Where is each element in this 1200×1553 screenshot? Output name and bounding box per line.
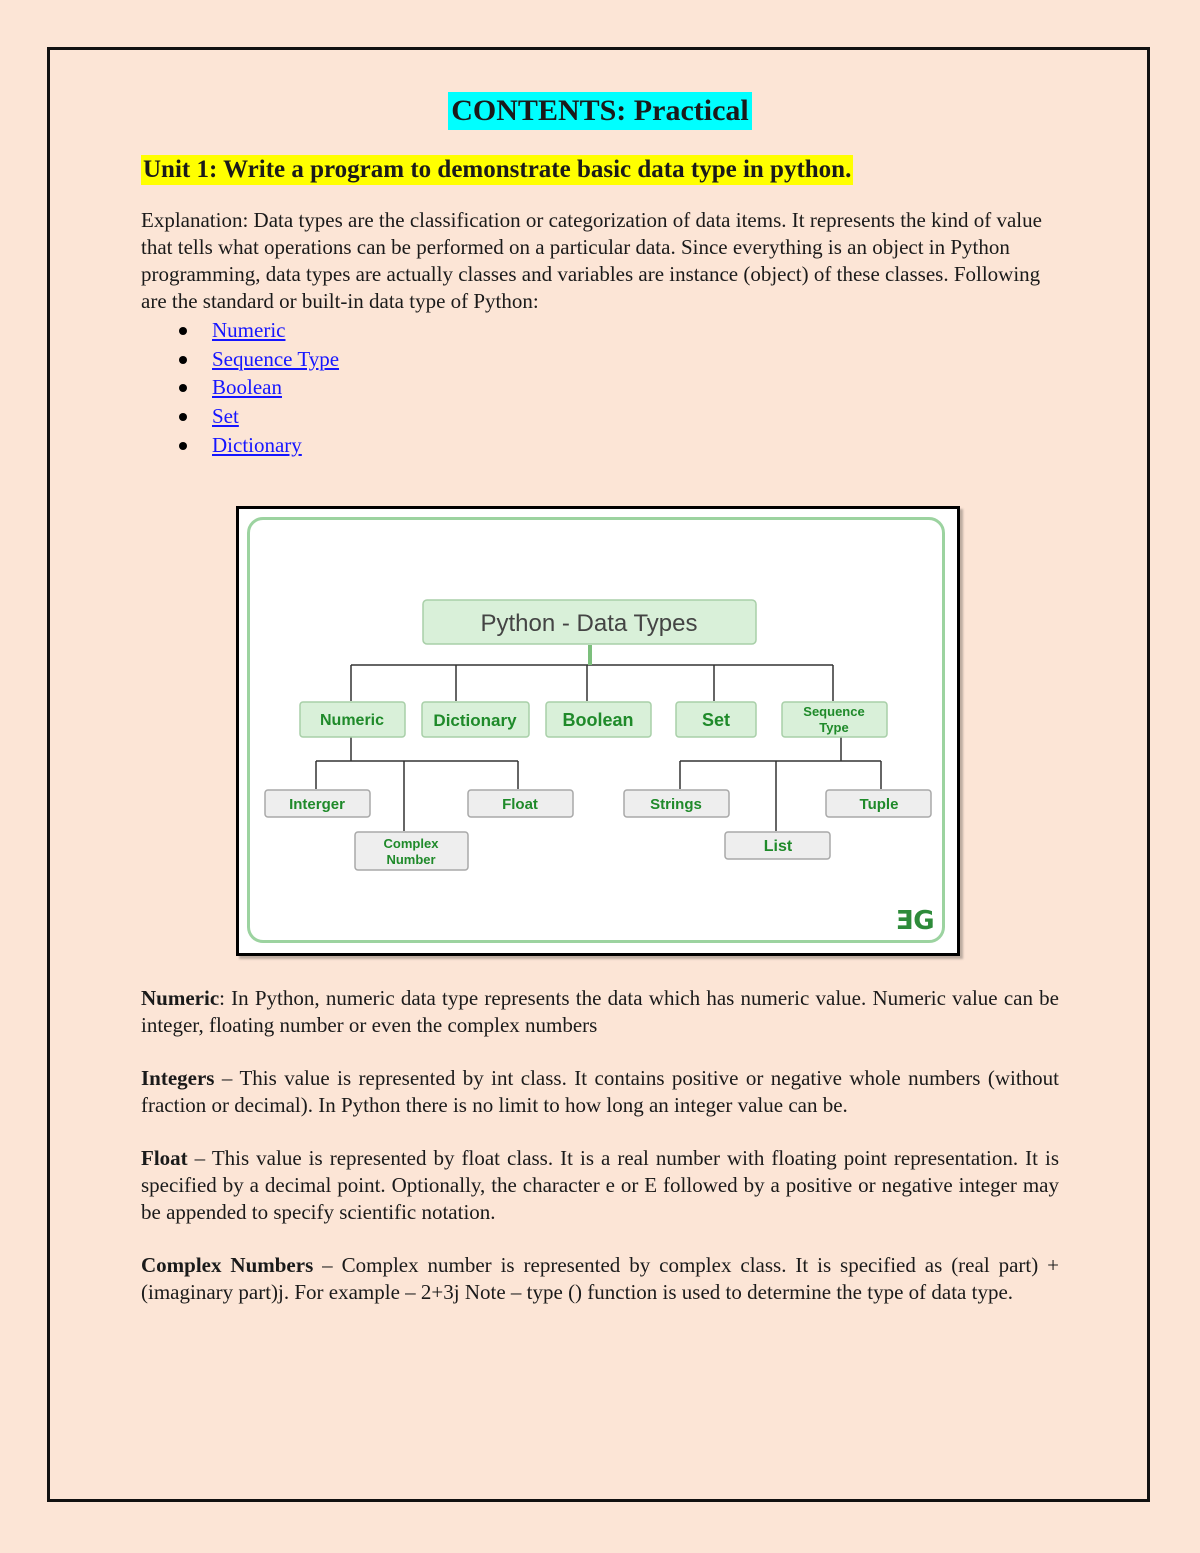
numeric-text: : In Python, numeric data type represents the data which has numeric value. Numeric value can be integer, floating number or even the complex numbers (141, 986, 1059, 1037)
numeric-paragraph (141, 985, 1059, 1039)
content (141, 92, 1059, 460)
strings-label: Strings (650, 796, 702, 813)
explanation-paragraphs (141, 985, 1059, 1332)
complex-term: Complex Numbers (141, 1253, 314, 1277)
float-term: Float (141, 1146, 188, 1170)
link-numeric[interactable]: Numeric (212, 318, 286, 342)
integers-text: – This value is represented by int class. It contains positive or negative whole numbers (without fraction or decimal). In Python there is no limit to how long an integer value can be. (141, 1066, 1059, 1117)
complex-text: – Complex number is represented by complex class. It is specified as (real part) + (imaginary part)j. For example – 2+3j Note – type () function is used to determine the type of data type. (141, 1253, 1059, 1304)
link-sequence-type[interactable]: Sequence Type (212, 346, 340, 371)
complex-paragraph (141, 1252, 1059, 1306)
data-type-list (141, 316, 1059, 460)
numeric-label: Numeric (319, 712, 385, 729)
data-types-diagram (236, 506, 960, 956)
float-text: – This value is represented by float class. It is a real number with floating point representation. It is specified by a decimal point. Optionally, the character e or E followed by a positive or negative integer may be appended to specify scientific notation. (141, 1146, 1059, 1224)
tuple-label: Tuple (859, 796, 899, 813)
root-label: Python - Data Types (480, 610, 698, 637)
float-label: Float (502, 796, 538, 813)
list-label: List (763, 838, 793, 855)
integers-paragraph (141, 1065, 1059, 1119)
list-item (212, 373, 1059, 402)
link-boolean[interactable]: Boolean (212, 375, 282, 400)
list-item (212, 402, 1059, 431)
float-paragraph (141, 1145, 1059, 1226)
gfg-logo-icon: ƎG (895, 906, 935, 936)
unit-title: Unit 1: Write a program to demonstrate basic data type in python. (143, 156, 852, 183)
integer-label: Interger (289, 796, 345, 813)
diagram-svg (239, 509, 957, 953)
set-label: Set (701, 710, 731, 730)
list-item (212, 345, 1059, 374)
integers-term: Integers (141, 1066, 215, 1090)
page-title: CONTENTS: Practical (448, 92, 751, 130)
boolean-label: Boolean (562, 710, 634, 730)
link-dictionary[interactable]: Dictionary (212, 432, 302, 457)
sequence-type-label-line1: Sequence (803, 704, 865, 719)
explanation-text: Explanation: Data types are the classification or categorization of data items. It represents the kind of value that tells what operations can be performed on a particular data. Since everything is an object in Python programming, data types are actually classes and variables are instance (object) of these classes. Following are the standard or built-in data type of Python: (141, 208, 1042, 313)
dictionary-label: Dictionary (433, 711, 517, 730)
sequence-type-label-line2: Type (819, 720, 849, 735)
list-item (212, 431, 1059, 460)
connector-lines (316, 645, 881, 831)
complex-number-label-line1: Complex (383, 836, 439, 851)
complex-number-label-line2: Number (386, 852, 436, 867)
list-item (212, 316, 1059, 345)
link-set[interactable]: Set (212, 404, 239, 429)
numeric-term: Numeric (141, 986, 220, 1010)
